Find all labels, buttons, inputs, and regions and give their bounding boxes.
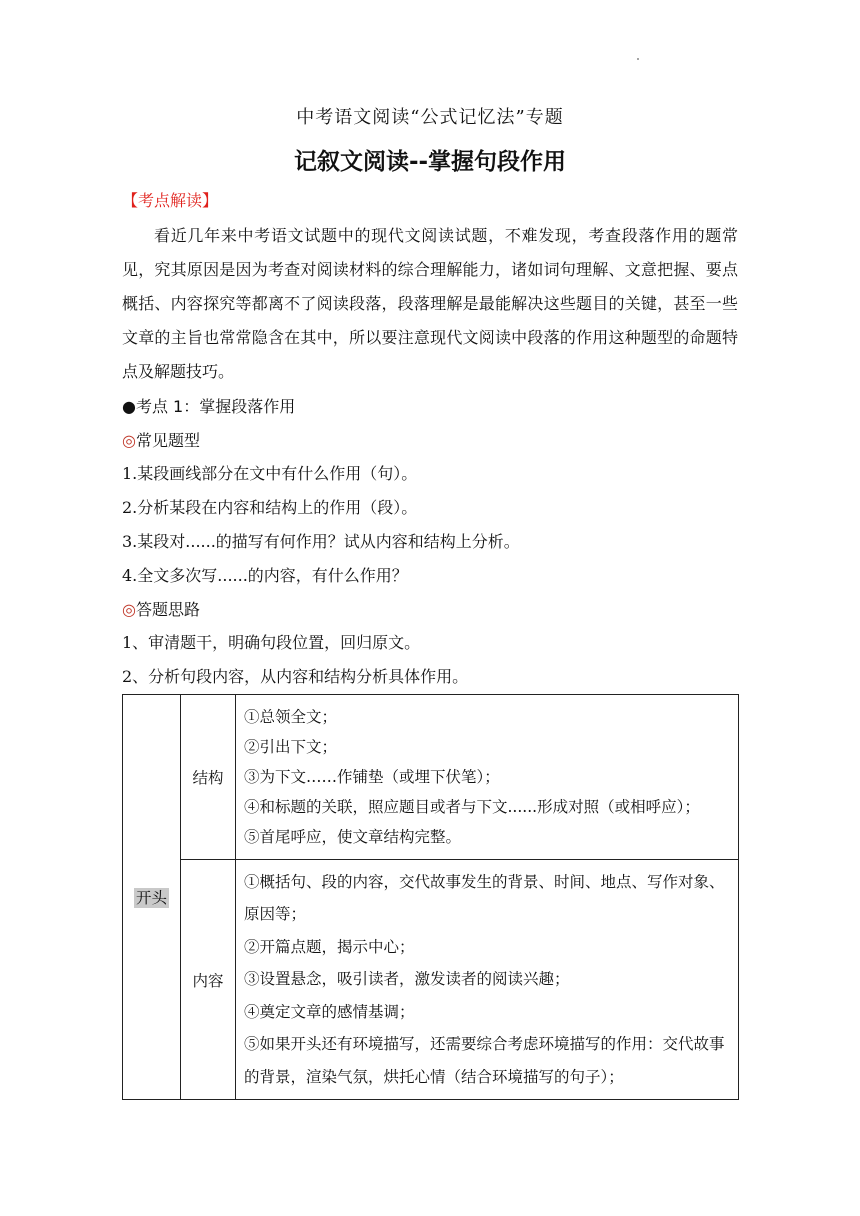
row-header-cell <box>123 695 181 1100</box>
document-subtitle: 中考语文阅读“公式记忆法”专题 <box>296 107 564 128</box>
table-line: ③为下文……作铺垫（或埋下伏笔）； <box>244 768 500 786</box>
list-item: 4.全文多次写......的内容，有什么作用？ <box>122 566 408 585</box>
structure-label-cell: 结构 <box>181 695 236 860</box>
structure-content-cell <box>236 695 739 860</box>
list-item: 2、分析句段内容，从内容和结构分析具体作用。 <box>122 667 469 686</box>
heading-marker-icon: ◎ <box>122 600 136 619</box>
approach-label: 答题思路 <box>135 600 200 619</box>
page-dot <box>637 58 639 60</box>
list-item: 1.某段画线部分在文中有什么作用（句）。 <box>122 464 418 483</box>
heading-marker-icon: ◎ <box>122 431 136 450</box>
common-types-label: 常见题型 <box>135 431 200 450</box>
content-content-cell <box>236 860 739 1100</box>
table-line: ⑤如果开头还有环境描写，还需要综合考虑环境描写的作用：交代故事的背景，渲染气氛，烘托心情（结合环境描写的句子）； <box>244 1035 725 1086</box>
list-item: 2.分析某段在内容和结构上的作用（段）。 <box>122 498 418 517</box>
table-line: ②引出下文； <box>244 738 338 756</box>
table-line: ①概括句、段的内容，交代故事发生的背景、时间、地点、写作对象、原因等； <box>244 872 725 924</box>
point-heading: ●考点 1：掌握段落作用 <box>122 397 296 416</box>
intro-paragraph: 看近几年来中考语文试题中的现代文阅读试题，不难发现，考查段落作用的题常见，究其原因是因为考查对阅读材料的综合理解能力，诸如词句理解、文意把握、要点概括、内容探究等都离不了阅读段落，段落理解是最能解决这些题目的关键，甚至一些文章的主旨也常常隐含在其中，所以要注意现代文阅读中段落的作用这种题型的命题特点及解题技巧。 <box>122 226 738 381</box>
section-tag: 【考点解读】 <box>122 191 219 210</box>
common-types-heading <box>122 428 200 451</box>
document-title: 记叙文阅读--掌握句段作用 <box>293 149 567 175</box>
content-label-cell: 内容 <box>181 860 236 1100</box>
table-line: ②开篇点题，揭示中心； <box>244 937 415 956</box>
table-line: ⑤首尾呼应，使文章结构完整。 <box>244 828 462 846</box>
table-line: ④和标题的关联，照应题目或者与下文......形成对照（或相呼应）； <box>244 798 700 816</box>
list-item: 3.某段对......的描写有何作用？试从内容和结构上分析。 <box>122 532 520 551</box>
approach-heading <box>122 597 200 620</box>
table-line: ①总领全文； <box>244 708 338 726</box>
function-table <box>122 694 739 1100</box>
table-line: ③设置悬念，吸引读者，激发读者的阅读兴趣； <box>244 970 570 989</box>
row-header-label: 开头 <box>135 889 167 907</box>
table-line: ④奠定文章的感情基调； <box>244 1002 415 1021</box>
list-item: 1、审清题干，明确句段位置，回归原文。 <box>122 633 421 652</box>
